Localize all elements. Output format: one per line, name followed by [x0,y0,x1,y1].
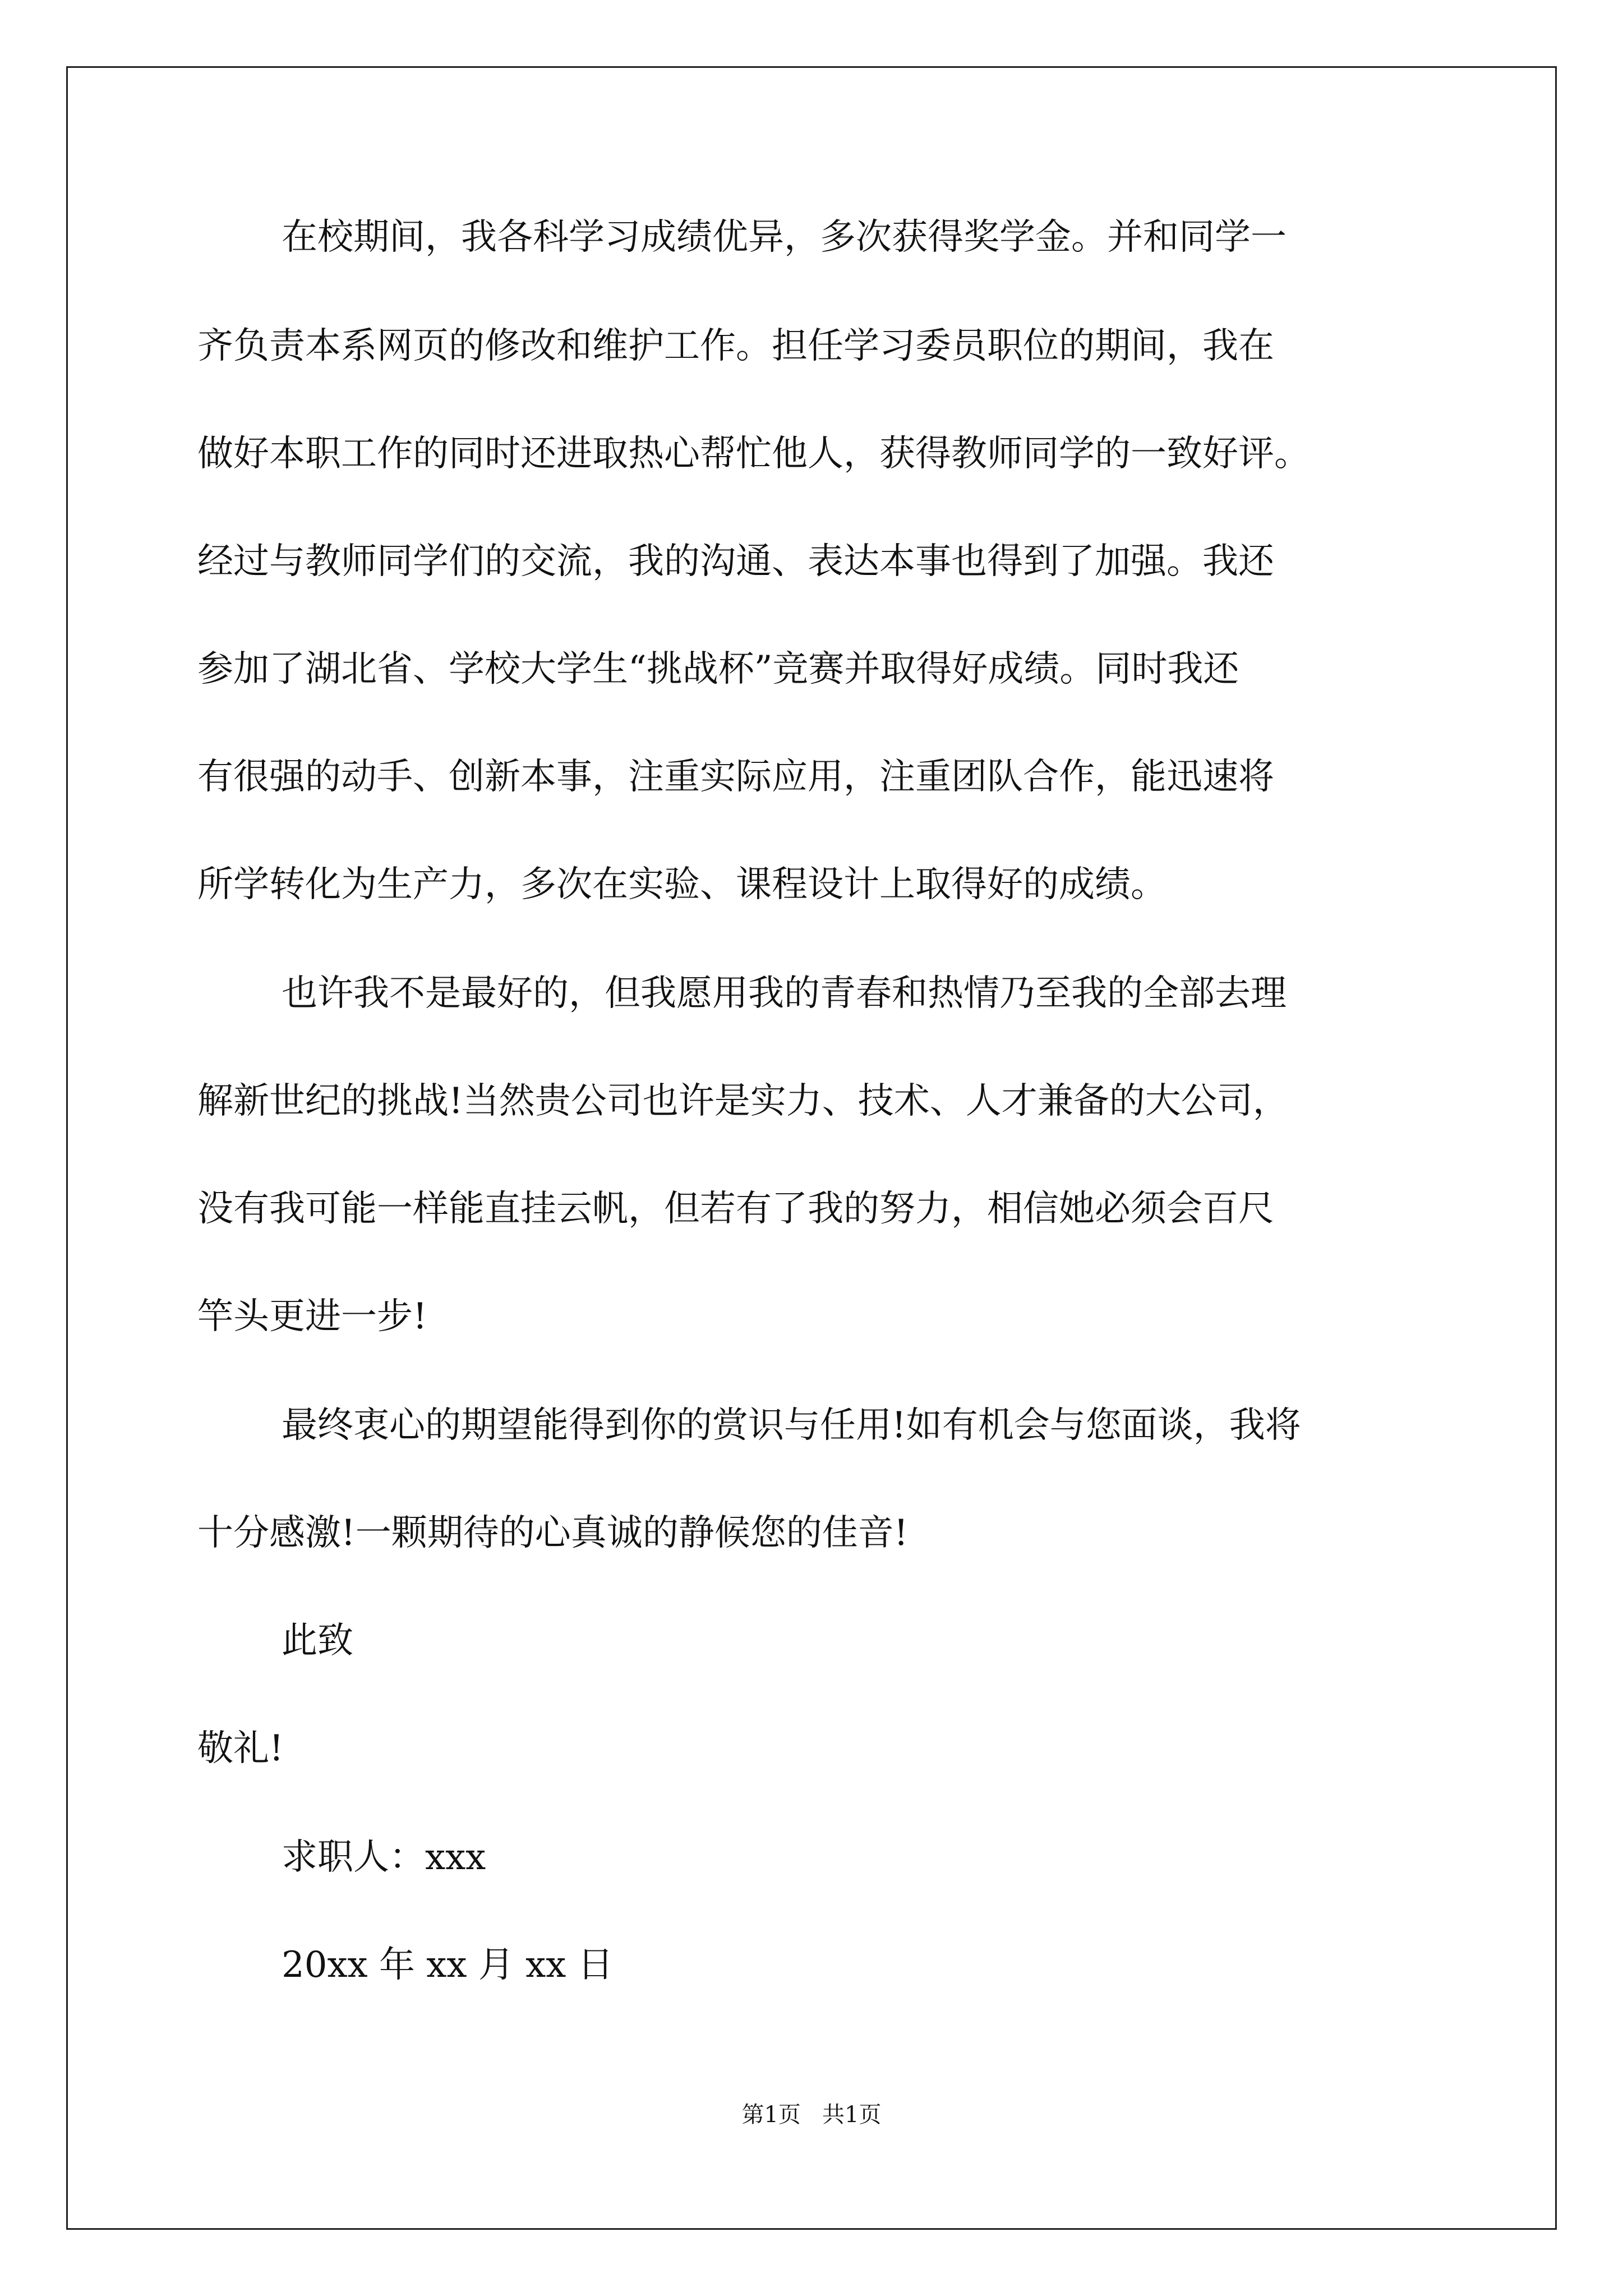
paragraph2-line: 解新世纪的挑战!当然贵公司也许是实力、技术、人才兼备的大公司， [197,1080,1289,1122]
signature-text: 求职人：xxx [282,1837,486,1878]
paragraph1-line: 参加了湖北省、学校大学生“挑战杯”竞赛并取得好成绩。同时我还 [197,648,1239,690]
page-border [66,66,1557,2230]
paragraph2-line: 竿头更进一步! [197,1296,427,1337]
paragraph1-line: 有很强的动手、创新本事，注重实际应用，注重团队合作，能迅速将 [197,756,1274,798]
paragraph1-line: 做好本职工作的同时还进取热心帮忙他人，获得教师同学的一致好评。 [197,433,1310,475]
page-footer: 第1页 共1页 [741,2102,882,2128]
paragraph2-line: 没有我可能一样能直挂云帆，但若有了我的努力，相信她必须会百尺 [197,1188,1274,1230]
paragraph3-line: 最终衷心的期望能得到你的赏识与任用!如有机会与您面谈，我将 [282,1405,1301,1446]
paragraph1-line: 在校期间，我各科学习成绩优异，多次获得奖学金。并和同学一 [282,217,1287,258]
paragraph1-line: 经过与教师同学们的交流，我的沟通、表达本事也得到了加强。我还 [197,541,1274,582]
salutation-text: 敬礼! [197,1728,284,1769]
date-text: 20xx 年 xx 月 xx 日 [282,1944,614,1986]
paragraph2-line: 也许我不是最好的，但我愿用我的青春和热情乃至我的全部去理 [282,973,1287,1014]
paragraph3-line: 十分感激!一颗期待的心真诚的静候您的佳音! [197,1512,909,1554]
paragraph1-line: 所学转化为生产力，多次在实验、课程设计上取得好的成绩。 [197,864,1166,905]
closing-text: 此致 [282,1620,353,1662]
paragraph1-line: 齐负责本系网页的修改和维护工作。担任学习委员职位的期间，我在 [197,325,1274,367]
